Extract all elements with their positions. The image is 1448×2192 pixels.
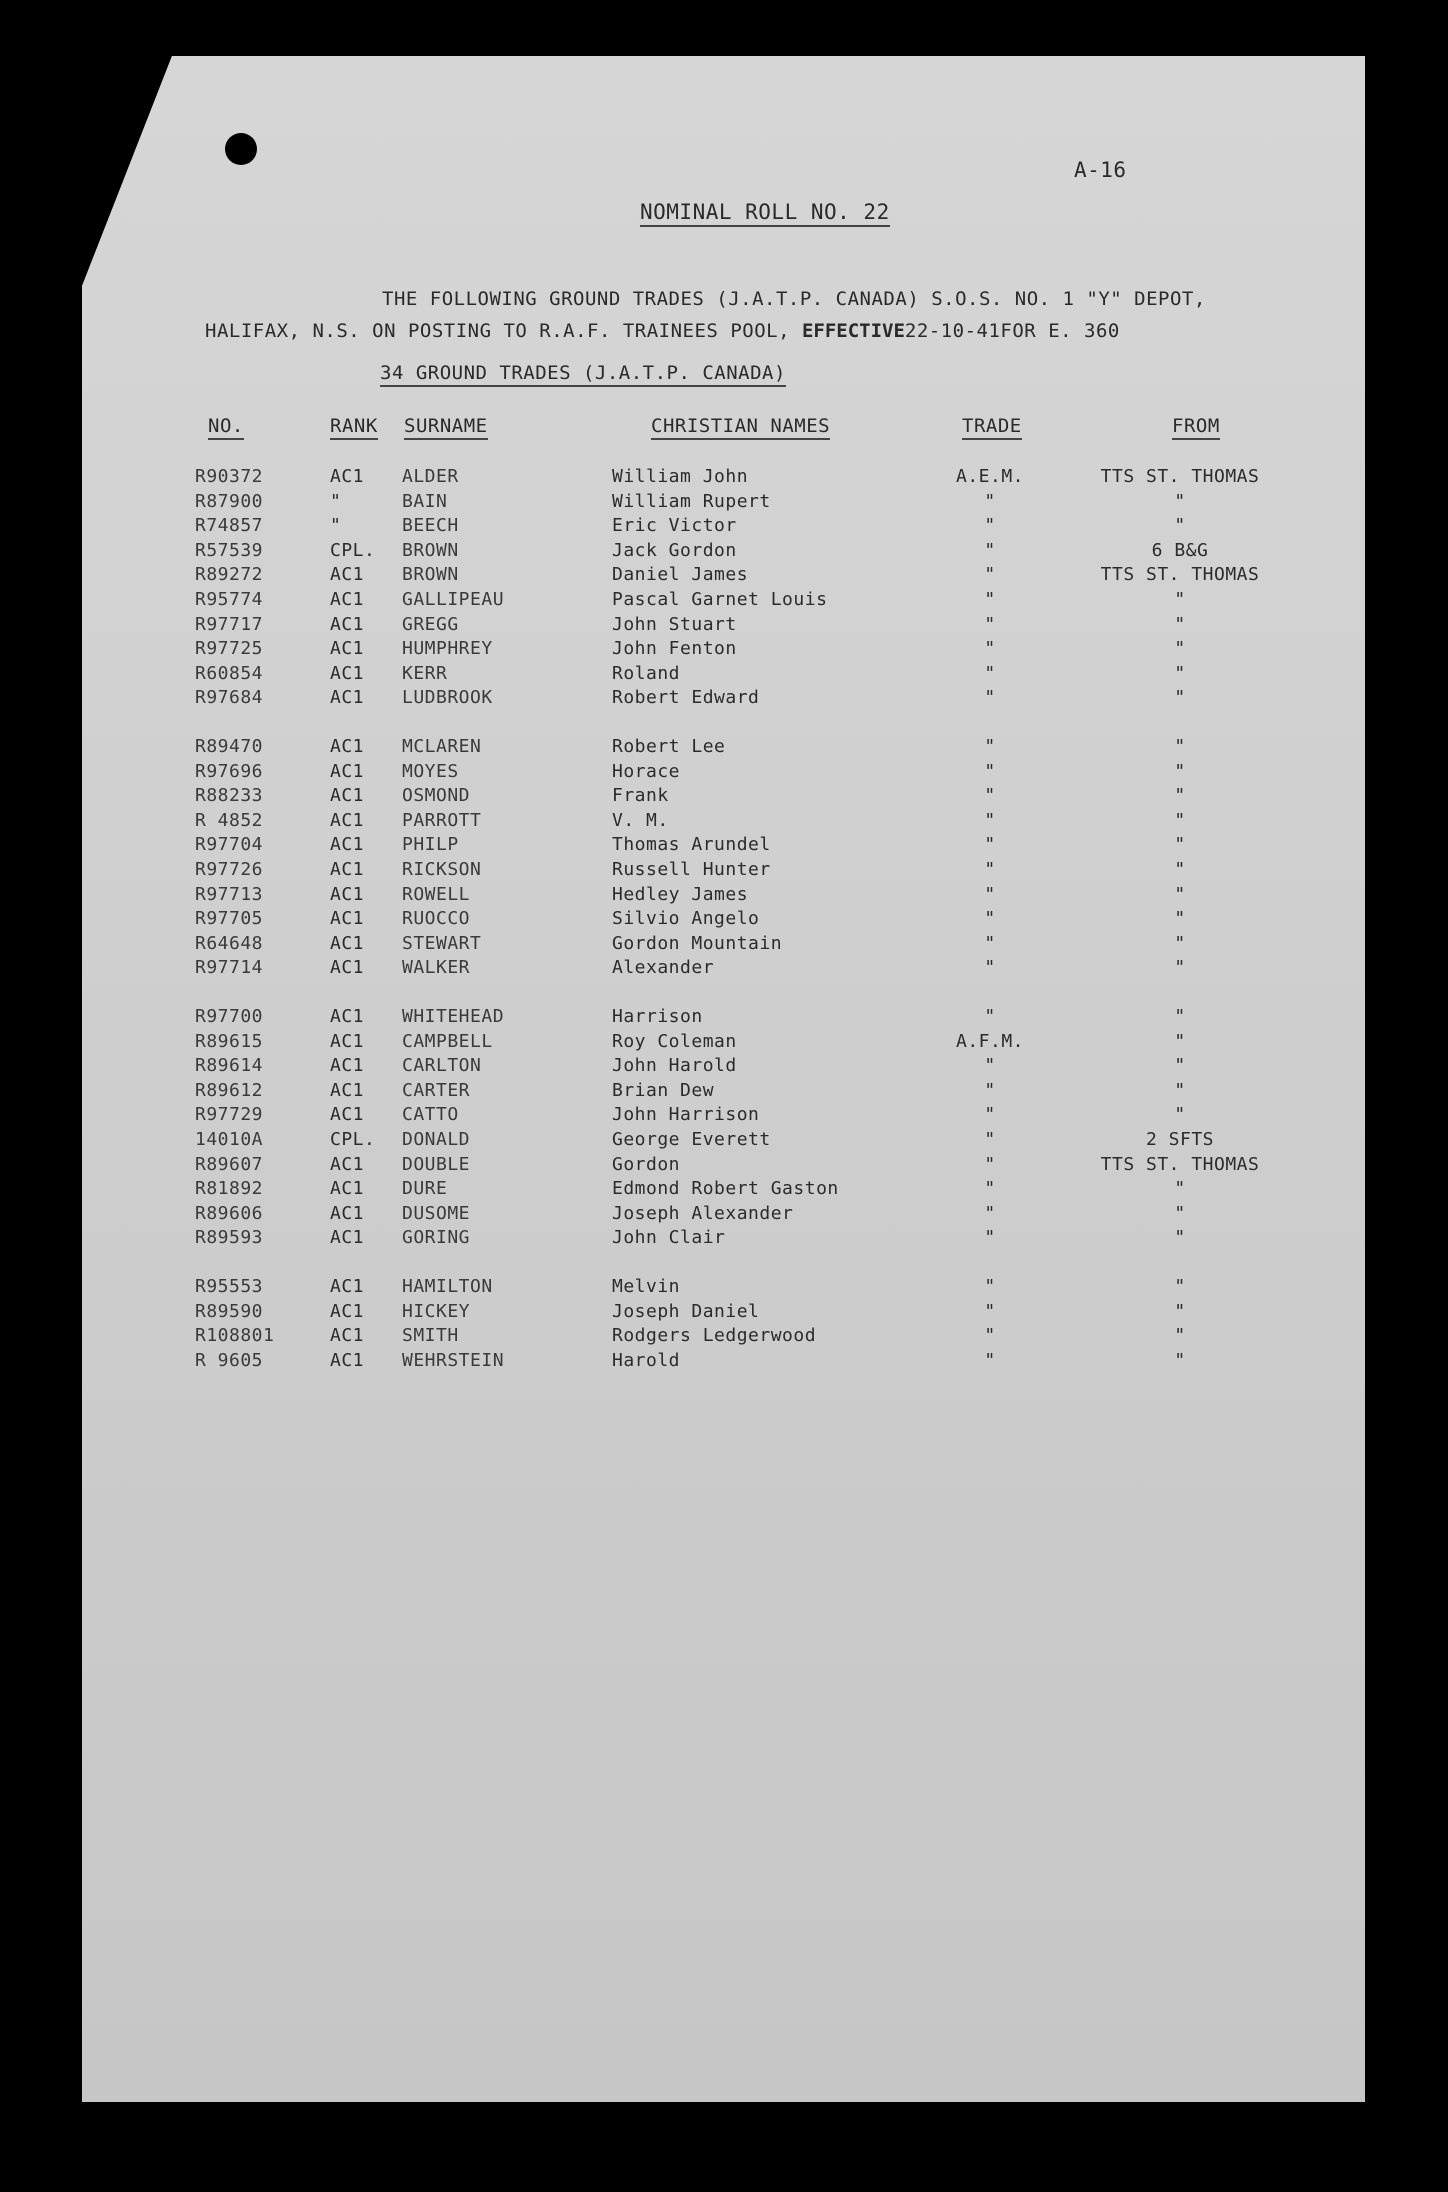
cell-trade: " <box>984 1202 996 1224</box>
cell-from: " <box>1174 1006 1186 1027</box>
cell-no: R89614 <box>195 1055 264 1077</box>
cell-names: Joseph Daniel <box>612 1300 760 1322</box>
cell-rank: AC1 <box>330 1276 365 1297</box>
table-row <box>0 663 1448 687</box>
cell-no: R81892 <box>195 1178 264 1200</box>
cell-names: Robert Edward <box>612 687 760 709</box>
table-row <box>0 810 1448 834</box>
cell-from: " <box>1174 1079 1186 1101</box>
cell-names: Melvin <box>612 1276 681 1297</box>
cell-rank: AC1 <box>330 1227 365 1249</box>
cell-from: " <box>1174 515 1186 537</box>
cell-trade: " <box>984 638 996 660</box>
cell-rank: AC1 <box>330 589 365 610</box>
column-header-no: NO. <box>208 415 244 440</box>
cell-trade: " <box>984 539 996 561</box>
table-row <box>0 1129 1448 1153</box>
column-header-trade: TRADE <box>962 415 1022 440</box>
cell-no: R89470 <box>195 736 264 757</box>
cell-trade: " <box>984 834 996 856</box>
cell-no: R60854 <box>195 662 264 684</box>
cell-rank: " <box>330 490 342 512</box>
cell-rank: AC1 <box>330 613 365 635</box>
table-row <box>0 638 1448 662</box>
cell-names: Pascal Garnet Louis <box>612 589 828 610</box>
cell-rank: AC1 <box>330 883 365 905</box>
cell-rank: AC1 <box>330 1055 365 1077</box>
cell-names: Silvio Angelo <box>612 908 760 930</box>
cell-surname: STEWART <box>402 932 482 954</box>
cell-trade: " <box>984 1055 996 1077</box>
cell-names: Jack Gordon <box>612 539 737 561</box>
cell-names: Gordon <box>612 1153 681 1175</box>
table-row <box>0 1031 1448 1055</box>
cell-from: " <box>1174 1300 1186 1322</box>
cell-surname: OSMOND <box>402 785 471 807</box>
cell-trade: " <box>984 490 996 512</box>
cell-rank: CPL. <box>330 539 376 561</box>
cell-surname: GALLIPEAU <box>402 589 505 610</box>
table-row <box>0 1203 1448 1227</box>
cell-no: R97714 <box>195 957 264 979</box>
cell-from: " <box>1174 932 1186 954</box>
cell-trade: " <box>984 613 996 635</box>
cell-names: John Harold <box>612 1055 737 1077</box>
punch-hole <box>225 133 257 165</box>
cell-from: " <box>1174 908 1186 930</box>
cell-from: " <box>1174 1325 1186 1347</box>
subtitle: 34 GROUND TRADES (J.A.T.P. CANADA) <box>380 362 786 387</box>
cell-names: George Everett <box>612 1129 771 1150</box>
cell-names: V. M. <box>612 809 669 831</box>
cell-no: R74857 <box>195 515 264 537</box>
header-line-2 <box>205 320 1120 342</box>
cell-from: " <box>1174 736 1186 757</box>
cell-surname: HUMPHREY <box>402 638 493 660</box>
cell-rank: AC1 <box>330 1030 365 1052</box>
cell-trade: " <box>984 1129 996 1150</box>
cell-from: " <box>1174 687 1186 709</box>
table-row <box>0 785 1448 809</box>
column-header-rank: RANK <box>330 415 378 440</box>
cell-trade: A.F.M. <box>955 1030 1025 1052</box>
cell-surname: RICKSON <box>402 859 482 880</box>
cell-names: John Clair <box>612 1227 726 1249</box>
table-row <box>0 1227 1448 1251</box>
cell-names: Roland <box>612 662 681 684</box>
cell-trade: " <box>984 736 996 757</box>
cell-rank: AC1 <box>330 736 365 757</box>
cell-from: " <box>1174 809 1186 831</box>
table-row <box>0 491 1448 515</box>
cell-from: " <box>1174 1104 1186 1126</box>
cell-from: " <box>1174 785 1186 807</box>
table-row <box>0 859 1448 883</box>
cell-from: TTS ST. THOMAS <box>1100 564 1260 586</box>
page-code: A-16 <box>1074 158 1127 182</box>
cell-trade: " <box>984 908 996 930</box>
cell-from: " <box>1174 613 1186 635</box>
cell-surname: BEECH <box>402 515 459 537</box>
cell-rank: AC1 <box>330 662 365 684</box>
cell-surname: CAMPBELL <box>402 1030 493 1052</box>
cell-names: Thomas Arundel <box>612 834 771 856</box>
cell-trade: " <box>984 1104 996 1126</box>
cell-names: William Rupert <box>612 490 771 512</box>
header-line-2-prefix: HALIFAX, N.S. ON POSTING TO R.A.F. TRAINEES POOL, <box>205 320 791 342</box>
cell-trade: A.E.M. <box>955 466 1025 487</box>
table-row <box>0 908 1448 932</box>
page-title: NOMINAL ROLL NO. 22 <box>640 200 890 227</box>
cell-names: Rodgers Ledgerwood <box>612 1325 817 1347</box>
table-row <box>0 1350 1448 1374</box>
table-row <box>0 736 1448 760</box>
cell-rank: AC1 <box>330 932 365 954</box>
effective-date: 22-10-41FOR E. 360 <box>904 320 1120 342</box>
table-row <box>0 834 1448 858</box>
cell-names: Alexander <box>612 957 715 979</box>
cell-from: " <box>1174 760 1186 782</box>
cell-from: " <box>1174 1055 1186 1077</box>
cell-from: " <box>1174 1349 1186 1371</box>
cell-no: R108801 <box>195 1325 275 1347</box>
cell-trade: " <box>984 1349 996 1371</box>
cell-from: " <box>1174 638 1186 660</box>
cell-from: " <box>1174 490 1186 512</box>
cell-trade: " <box>984 932 996 954</box>
table-row <box>0 1178 1448 1202</box>
cell-from: " <box>1174 589 1186 610</box>
table-row <box>0 933 1448 957</box>
cell-names: Edmond Robert Gaston <box>612 1178 839 1200</box>
cell-surname: SMITH <box>402 1325 459 1347</box>
cell-rank: AC1 <box>330 1300 365 1322</box>
cell-trade: " <box>984 1006 996 1027</box>
table-row <box>0 1104 1448 1128</box>
cell-no: R57539 <box>195 539 264 561</box>
cell-rank: AC1 <box>330 1178 365 1200</box>
cell-rank: AC1 <box>330 859 365 880</box>
cell-no: R90372 <box>195 466 264 487</box>
table-row <box>0 564 1448 588</box>
cell-no: R87900 <box>195 490 264 512</box>
cell-names: John Fenton <box>612 638 737 660</box>
cell-from: TTS ST. THOMAS <box>1100 466 1260 487</box>
cell-rank: AC1 <box>330 1153 365 1175</box>
cell-names: Brian Dew <box>612 1079 715 1101</box>
cell-trade: " <box>984 662 996 684</box>
cell-no: R97696 <box>195 760 264 782</box>
cell-names: Joseph Alexander <box>612 1202 794 1224</box>
cell-surname: GORING <box>402 1227 471 1249</box>
cell-rank: AC1 <box>330 1079 365 1101</box>
cell-trade: " <box>984 564 996 586</box>
cell-rank: AC1 <box>330 834 365 856</box>
cell-trade: " <box>984 809 996 831</box>
table-row <box>0 589 1448 613</box>
cell-no: R97725 <box>195 638 264 660</box>
cell-surname: ROWELL <box>402 883 471 905</box>
cell-rank: CPL. <box>330 1129 376 1150</box>
cell-rank: AC1 <box>330 1202 365 1224</box>
cell-surname: BAIN <box>402 490 448 512</box>
column-header-surname: SURNAME <box>404 415 488 440</box>
cell-rank: AC1 <box>330 760 365 782</box>
cell-names: Gordon Mountain <box>612 932 783 954</box>
cell-names: Harrison <box>612 1006 703 1027</box>
cell-surname: RUOCCO <box>402 908 471 930</box>
cell-trade: " <box>984 883 996 905</box>
cell-no: R97729 <box>195 1104 264 1126</box>
cell-names: Harold <box>612 1349 681 1371</box>
cell-from: " <box>1174 1030 1186 1052</box>
cell-surname: PHILP <box>402 834 459 856</box>
cell-surname: DURE <box>402 1178 448 1200</box>
cell-rank: AC1 <box>330 1104 365 1126</box>
cell-trade: " <box>984 1153 996 1175</box>
cell-no: R97713 <box>195 883 264 905</box>
cell-rank: " <box>330 515 342 537</box>
cell-names: Daniel James <box>612 564 749 586</box>
cell-no: 14010A <box>195 1129 264 1150</box>
cell-no: R89593 <box>195 1227 264 1249</box>
table-row <box>0 957 1448 981</box>
cell-rank: AC1 <box>330 1349 365 1371</box>
cell-names: Roy Coleman <box>612 1030 737 1052</box>
cell-no: R97717 <box>195 613 264 635</box>
cell-surname: WHITEHEAD <box>402 1006 505 1027</box>
cell-surname: GREGG <box>402 613 459 635</box>
cell-from: " <box>1174 1276 1186 1297</box>
cell-from: " <box>1174 1227 1186 1249</box>
cell-surname: CARLTON <box>402 1055 482 1077</box>
cell-rank: AC1 <box>330 564 365 586</box>
table-row <box>0 1080 1448 1104</box>
cell-no: R95774 <box>195 589 264 610</box>
cell-from: " <box>1174 834 1186 856</box>
table-row <box>0 1325 1448 1349</box>
cell-names: Eric Victor <box>612 515 737 537</box>
cell-names: Russell Hunter <box>612 859 771 880</box>
table-row <box>0 1055 1448 1079</box>
cell-rank: AC1 <box>330 957 365 979</box>
cell-trade: " <box>984 1276 996 1297</box>
cell-trade: " <box>984 1300 996 1322</box>
cell-from: 2 SFTS <box>1145 1129 1215 1150</box>
cell-surname: LUDBROOK <box>402 687 493 709</box>
cell-no: R97704 <box>195 834 264 856</box>
cell-rank: AC1 <box>330 466 365 487</box>
cell-names: Hedley James <box>612 883 749 905</box>
cell-no: R89612 <box>195 1079 264 1101</box>
header-line-1: THE FOLLOWING GROUND TRADES (J.A.T.P. CANADA) S.O.S. NO. 1 "Y" DEPOT, <box>382 288 1206 310</box>
cell-surname: DUSOME <box>402 1202 471 1224</box>
cell-no: R95553 <box>195 1276 264 1297</box>
cell-surname: MOYES <box>402 760 459 782</box>
cell-surname: MCLAREN <box>402 736 482 757</box>
cell-from: " <box>1174 1178 1186 1200</box>
table-row <box>0 1301 1448 1325</box>
cell-no: R89590 <box>195 1300 264 1322</box>
cell-surname: BROWN <box>402 564 459 586</box>
cell-from: " <box>1174 662 1186 684</box>
cell-from: " <box>1174 957 1186 979</box>
cell-rank: AC1 <box>330 785 365 807</box>
table-row <box>0 1276 1448 1300</box>
cell-surname: CARTER <box>402 1079 471 1101</box>
cell-surname: WEHRSTEIN <box>402 1349 505 1371</box>
cell-no: R 9605 <box>195 1349 264 1371</box>
cell-names: John Harrison <box>612 1104 760 1126</box>
cell-surname: KERR <box>402 662 448 684</box>
table-row <box>0 515 1448 539</box>
cell-surname: DONALD <box>402 1129 471 1150</box>
cell-from: " <box>1174 883 1186 905</box>
cell-from: TTS ST. THOMAS <box>1100 1153 1260 1175</box>
cell-trade: " <box>984 1227 996 1249</box>
cell-surname: ALDER <box>402 466 459 487</box>
cell-from: " <box>1174 1202 1186 1224</box>
cell-trade: " <box>984 760 996 782</box>
cell-rank: AC1 <box>330 809 365 831</box>
column-header-christian-names: CHRISTIAN NAMES <box>651 415 830 440</box>
cell-names: Frank <box>612 785 669 807</box>
cell-no: R89615 <box>195 1030 264 1052</box>
cell-no: R97684 <box>195 687 264 709</box>
cell-rank: AC1 <box>330 1006 365 1027</box>
cell-trade: " <box>984 1325 996 1347</box>
cell-trade: " <box>984 785 996 807</box>
cell-no: R 4852 <box>195 809 264 831</box>
cell-rank: AC1 <box>330 687 365 709</box>
cell-trade: " <box>984 687 996 709</box>
cell-surname: HICKEY <box>402 1300 471 1322</box>
table-row <box>0 1006 1448 1030</box>
cell-trade: " <box>984 515 996 537</box>
cell-from: " <box>1174 859 1186 880</box>
cell-trade: " <box>984 1079 996 1101</box>
table-row <box>0 687 1448 711</box>
table-row <box>0 540 1448 564</box>
cell-no: R89272 <box>195 564 264 586</box>
cell-trade: " <box>984 1178 996 1200</box>
cell-no: R97705 <box>195 908 264 930</box>
column-header-from: FROM <box>1172 415 1220 440</box>
cell-trade: " <box>984 589 996 610</box>
cell-surname: WALKER <box>402 957 471 979</box>
table-row <box>0 884 1448 908</box>
table-row <box>0 614 1448 638</box>
cell-rank: AC1 <box>330 638 365 660</box>
table-row <box>0 761 1448 785</box>
cell-no: R97700 <box>195 1006 264 1027</box>
cell-surname: PARROTT <box>402 809 482 831</box>
table-row <box>0 466 1448 490</box>
cell-no: R89606 <box>195 1202 264 1224</box>
effective-label: EFFECTIVE <box>801 320 905 342</box>
cell-surname: DOUBLE <box>402 1153 471 1175</box>
cell-surname: CATTO <box>402 1104 459 1126</box>
cell-from: 6 B&G <box>1151 539 1209 561</box>
cell-rank: AC1 <box>330 1325 365 1347</box>
cell-no: R89607 <box>195 1153 264 1175</box>
cell-trade: " <box>984 859 996 880</box>
cell-names: William John <box>612 466 749 487</box>
cell-no: R64648 <box>195 932 264 954</box>
cell-no: R88233 <box>195 785 264 807</box>
cell-names: Robert Lee <box>612 736 726 757</box>
cell-trade: " <box>984 957 996 979</box>
cell-names: John Stuart <box>612 613 737 635</box>
cell-names: Horace <box>612 760 681 782</box>
cell-rank: AC1 <box>330 908 365 930</box>
cell-surname: HAMILTON <box>402 1276 493 1297</box>
table-row <box>0 1154 1448 1178</box>
cell-no: R97726 <box>195 859 264 880</box>
cell-surname: BROWN <box>402 539 459 561</box>
